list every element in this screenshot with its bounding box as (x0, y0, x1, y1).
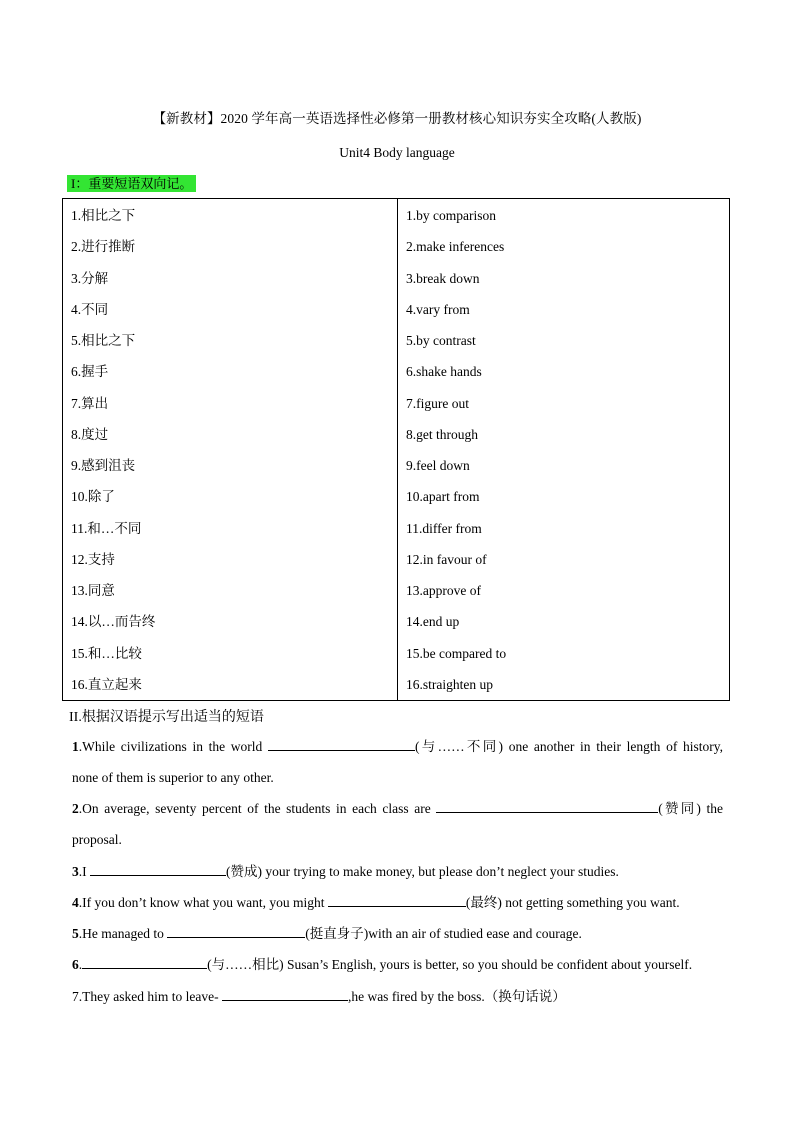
chinese-phrase: 11.和…不同 (71, 520, 142, 536)
exercise-number: 1 (72, 739, 79, 754)
exercise-text: the (700, 801, 723, 816)
chinese-phrase: 7.算出 (71, 395, 109, 411)
exercise-2-line1 (72, 793, 723, 824)
english-phrase: 11.differ from (406, 520, 482, 536)
exercise-number: 6 (72, 957, 79, 972)
exercise-number: 4 (72, 895, 79, 910)
exercise-text: .While civilizations in the world (78, 739, 268, 754)
exercise-1-line2: none of them is superior to any other. (72, 770, 274, 785)
exercise-hint: (与……相比) (207, 957, 284, 972)
english-phrase: 7.figure out (406, 395, 469, 411)
english-phrase: 2.make inferences (406, 239, 505, 255)
chinese-phrase: 10.除了 (71, 489, 115, 505)
answer-blank[interactable] (167, 923, 305, 938)
page-title: 【新教材】2020 学年高一英语选择性必修第一册教材核心知识夯实全攻略(人教版) (152, 111, 642, 126)
english-phrase: 12.in favour of (406, 551, 487, 567)
phrase-table (62, 198, 730, 701)
chinese-phrase: 12.支持 (71, 551, 115, 567)
answer-blank[interactable] (90, 861, 226, 876)
english-phrase: 4.vary from (406, 301, 470, 317)
section1-heading: I：重要短语双向记。 (67, 175, 196, 192)
chinese-phrase: 6.握手 (71, 364, 109, 380)
chinese-phrase: 1.相比之下 (71, 208, 136, 223)
chinese-phrase: 15.和…比较 (71, 645, 142, 661)
exercise-7 (72, 981, 723, 1012)
chinese-phrase: 13.同意 (71, 583, 115, 598)
exercise-number: 3 (72, 864, 79, 879)
answer-blank[interactable] (436, 798, 658, 813)
english-phrase: 10.apart from (406, 489, 480, 505)
unit-subtitle: Unit4 Body language (339, 145, 455, 160)
english-column (398, 199, 730, 701)
exercise-4 (72, 887, 723, 918)
exercise-hint: (与……不同) (415, 739, 504, 754)
english-phrase: 16.straighten up (406, 676, 493, 692)
chinese-phrase: 14.以…而告终 (71, 614, 156, 630)
exercise-text: .I (78, 864, 90, 879)
exercise-text: with an air of studied ease and courage. (368, 926, 582, 941)
chinese-phrase: 5.相比之下 (71, 333, 136, 348)
exercise-text: Susan’s English, yours is better, so you should be confident about yourself. (283, 957, 693, 972)
exercise-text: . (78, 957, 83, 972)
exercise-hint: (最终) (465, 895, 502, 910)
exercise-text: one another in their length of history, (503, 739, 723, 754)
english-phrase: 9.feel down (406, 458, 470, 473)
chinese-phrase: 2.进行推断 (71, 239, 136, 255)
exercise-text: .On average, seventy percent of the students in each class are (78, 801, 437, 816)
exercise-hint: (赞成) (226, 864, 262, 879)
chinese-phrase: 3.分解 (71, 270, 109, 286)
answer-blank[interactable] (328, 892, 466, 907)
exercise-number: 2 (72, 801, 79, 816)
exercise-text: ,he was fired by the boss.（换句话说） (347, 989, 566, 1004)
exercise-hint: (赞同) (658, 801, 701, 816)
exercise-2-line2: proposal. (72, 832, 122, 847)
chinese-phrase: 16.直立起来 (71, 676, 142, 692)
chinese-phrase: 8.度过 (71, 426, 109, 442)
section2-heading: II.根据汉语提示写出适当的短语 (69, 710, 264, 725)
exercise-text: your trying to make money, but please don’t neglect your studies. (262, 864, 619, 879)
exercise-number: 5 (72, 926, 79, 941)
english-phrase: 5.by contrast (406, 333, 476, 348)
english-phrase: 13.approve of (406, 583, 481, 598)
exercise-text: .He managed to (78, 926, 168, 941)
english-phrase: 15.be compared to (406, 645, 507, 661)
exercise-6 (72, 949, 723, 980)
exercise-hint: (挺直身子) (305, 926, 369, 941)
english-phrase: 8.get through (406, 426, 478, 442)
english-phrase: 3.break down (406, 270, 480, 286)
chinese-phrase: 9.感到沮丧 (71, 458, 136, 473)
answer-blank[interactable] (222, 986, 348, 1001)
exercise-3 (72, 856, 723, 887)
answer-blank[interactable] (82, 954, 207, 969)
english-phrase: 6.shake hands (406, 364, 482, 380)
exercise-text: .If you don’t know what you want, you might (78, 895, 328, 910)
chinese-column (63, 199, 398, 701)
english-phrase: 14.end up (406, 614, 460, 630)
exercise-text: not getting something you want. (501, 895, 680, 910)
answer-blank[interactable] (268, 736, 415, 751)
chinese-phrase: 4.不同 (71, 301, 109, 317)
english-phrase: 1.by comparison (406, 208, 496, 223)
exercise-5 (72, 918, 723, 949)
exercise-text: 7.They asked him to leave- (72, 989, 222, 1004)
exercise-1-line1 (72, 731, 723, 762)
